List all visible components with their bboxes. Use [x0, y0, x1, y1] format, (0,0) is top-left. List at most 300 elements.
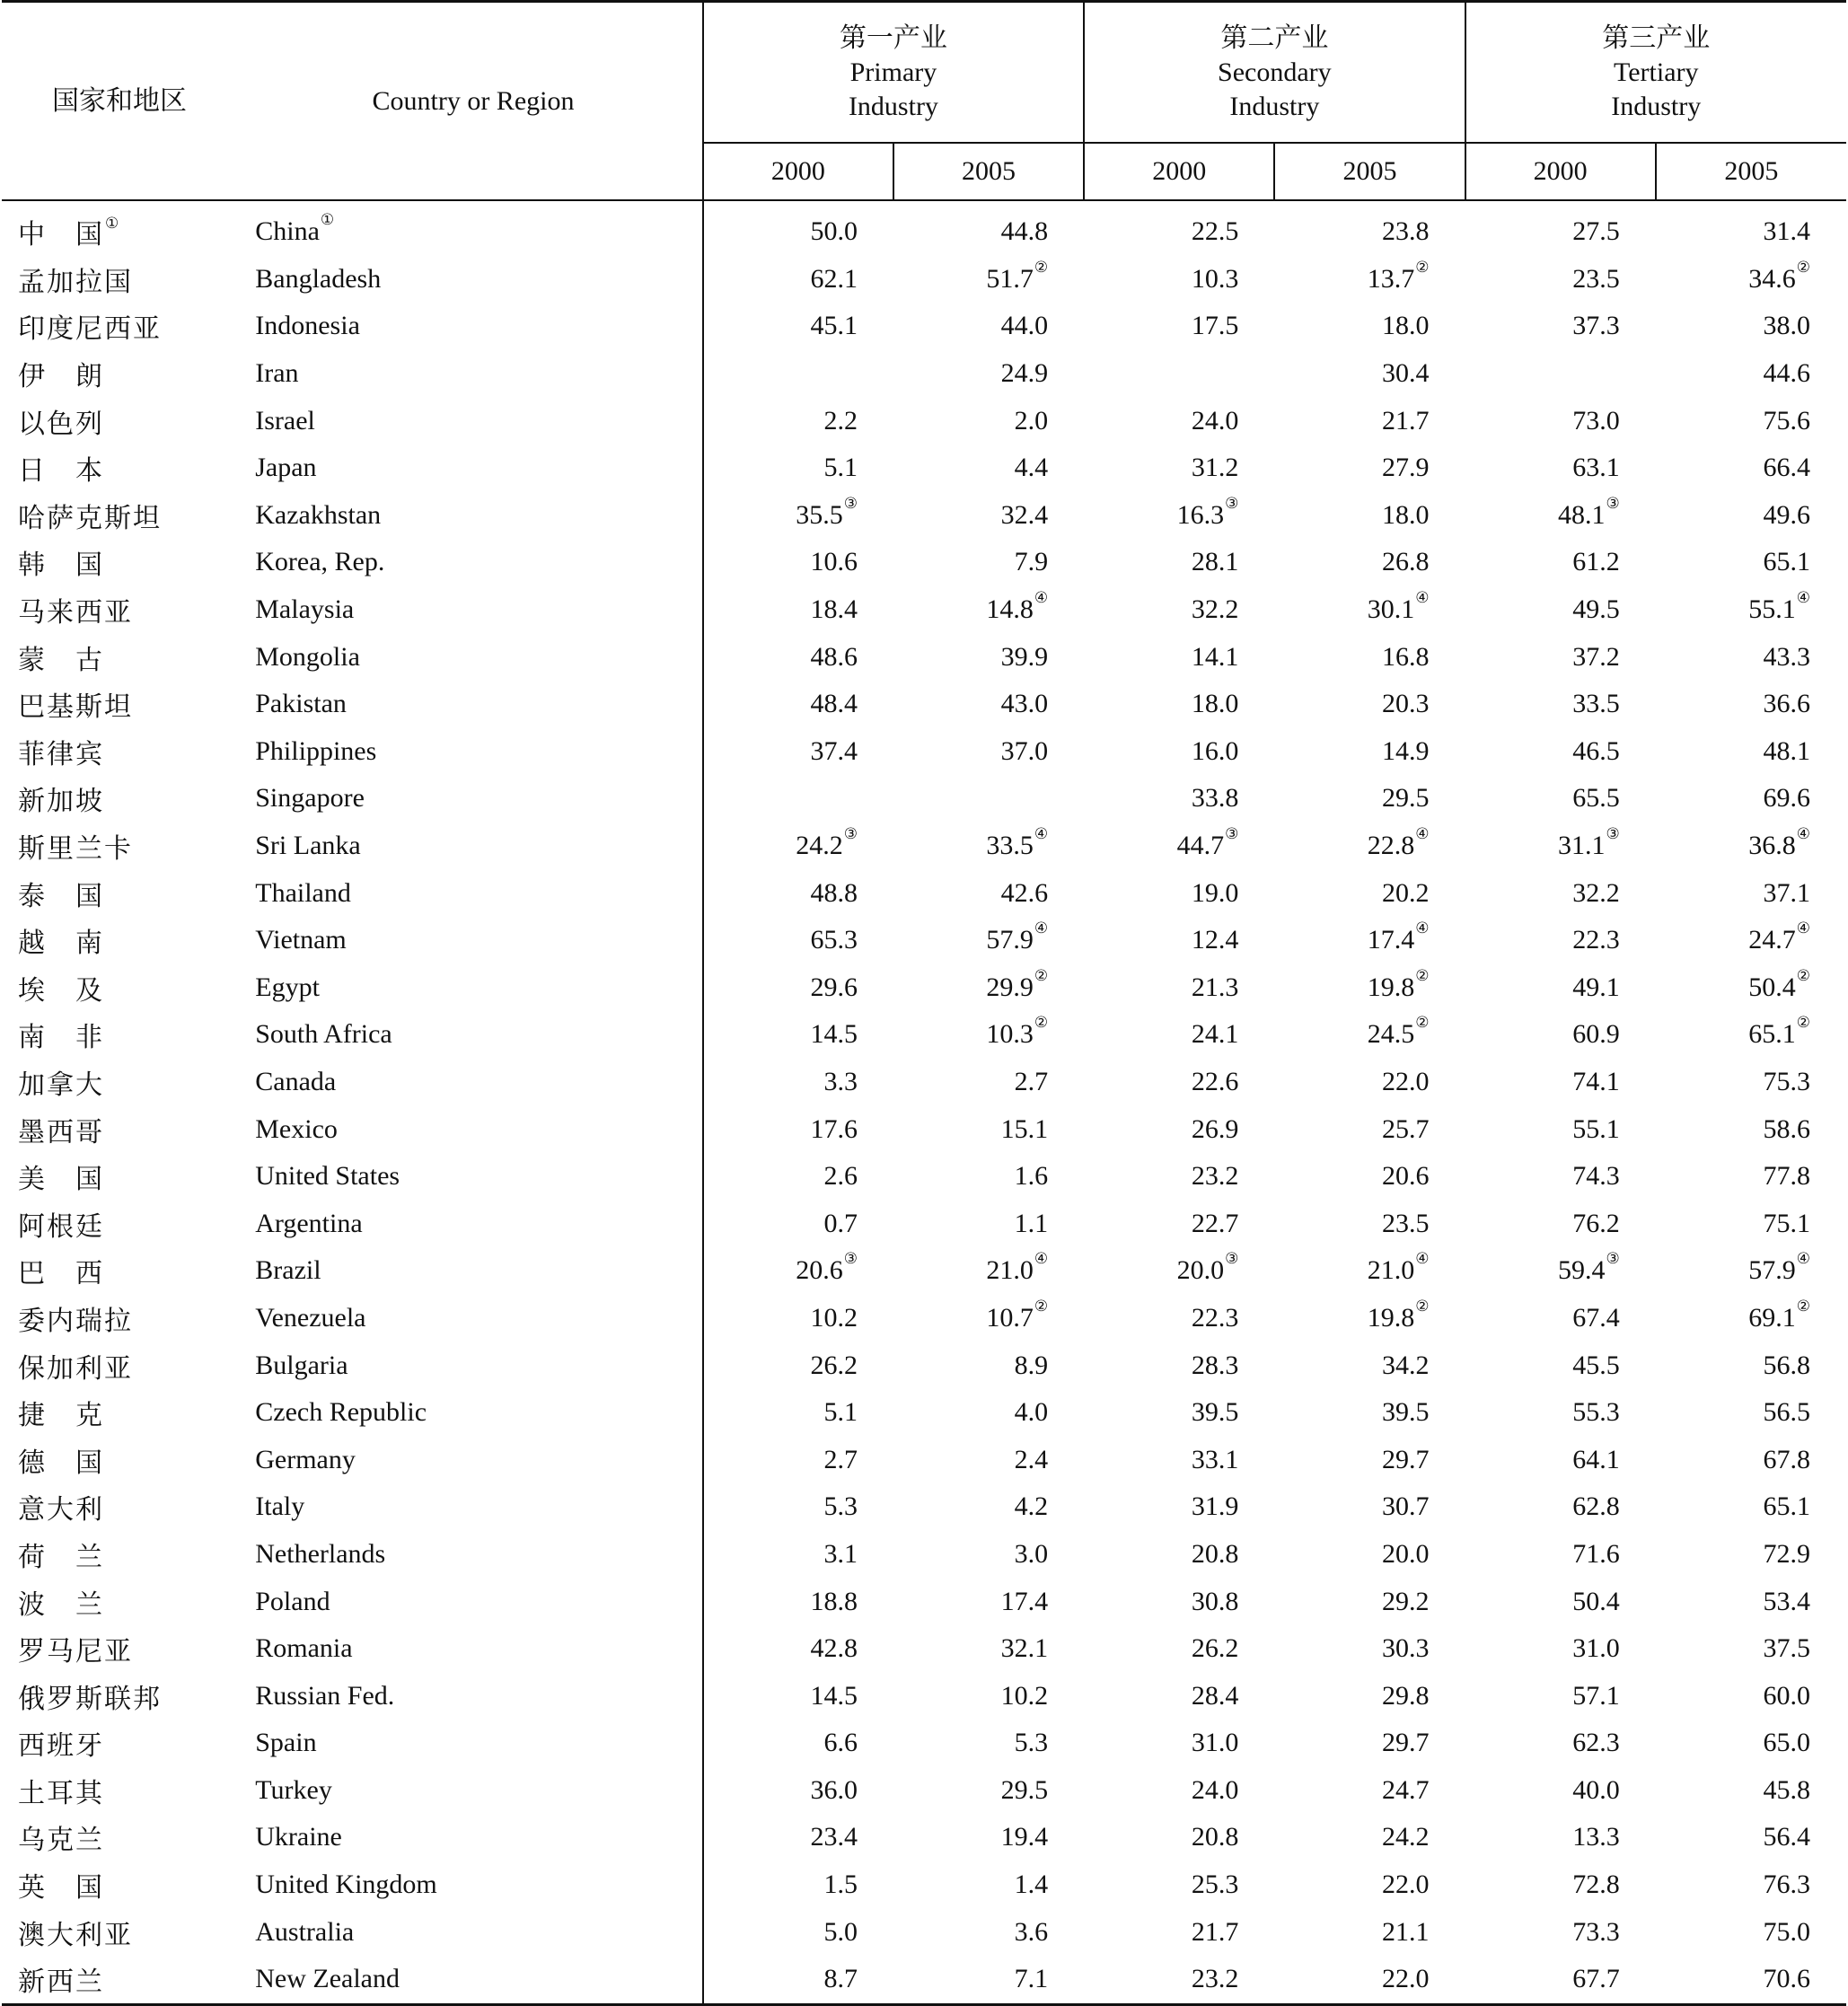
value-cell — [893, 1908, 1084, 1956]
country-name-cn-text: 波 兰 — [18, 1589, 104, 1620]
value-text: 45.1 — [810, 311, 858, 341]
value-text: 77.8 — [1763, 1161, 1810, 1192]
footnote-marker: ③ — [1225, 1250, 1239, 1268]
country-name-cn — [2, 869, 244, 917]
footnote-marker: ③ — [843, 825, 858, 843]
value-text: 3.1 — [823, 1538, 858, 1569]
value-cell — [1084, 1578, 1274, 1625]
value-cell — [893, 728, 1084, 776]
footnote-marker: ④ — [1034, 825, 1049, 843]
value-cell — [1084, 539, 1274, 586]
value-text: 65.1 — [1748, 1019, 1796, 1050]
value-cell — [703, 1153, 893, 1201]
country-name-cn — [2, 633, 244, 681]
value-cell — [1084, 1200, 1274, 1247]
country-name-en-text: New Zealand — [255, 1964, 400, 1994]
value-cell — [1274, 586, 1465, 634]
value-cell — [1084, 1814, 1274, 1861]
country-name-en-text: Mexico — [255, 1113, 338, 1144]
value-text: 39.9 — [1000, 641, 1049, 672]
value-cell — [1274, 917, 1465, 964]
country-name-cn-text: 德 国 — [18, 1447, 104, 1478]
value-cell — [1084, 350, 1274, 398]
value-text: 38.0 — [1763, 311, 1810, 341]
value-cell — [703, 1342, 893, 1389]
value-cell — [703, 775, 893, 823]
value-cell — [893, 397, 1084, 444]
value-text: 36.8 — [1748, 831, 1796, 861]
country-name-en-text: Indonesia — [255, 311, 360, 341]
value-cell — [703, 492, 893, 540]
value-text: 14.1 — [1191, 641, 1239, 672]
value-cell — [893, 1436, 1084, 1483]
country-name-en — [244, 1389, 702, 1437]
country-name-en — [244, 539, 702, 586]
value-cell — [893, 1483, 1084, 1531]
value-cell — [1084, 256, 1274, 304]
value-cell — [1274, 303, 1465, 350]
table-row — [2, 256, 1846, 304]
value-text: 24.7 — [1382, 1774, 1430, 1805]
value-cell — [1274, 1247, 1465, 1295]
value-cell — [1274, 397, 1465, 444]
country-name-en — [244, 200, 702, 256]
table-row — [2, 1767, 1846, 1815]
value-text: 65.1 — [1763, 1491, 1810, 1522]
value-cell — [1084, 200, 1274, 256]
value-cell — [893, 917, 1084, 964]
value-text: 6.6 — [823, 1728, 858, 1758]
value-cell — [1656, 492, 1846, 540]
country-name-cn-text: 澳大利亚 — [18, 1920, 133, 1950]
value-cell — [1274, 1389, 1465, 1437]
value-cell — [1656, 869, 1846, 917]
country-name-cn-text: 保加利亚 — [18, 1353, 133, 1384]
value-cell — [893, 1295, 1084, 1342]
value-cell — [1274, 633, 1465, 681]
country-name-en-text: China — [255, 216, 320, 247]
value-text: 24.0 — [1191, 405, 1239, 436]
value-text: 23.5 — [1382, 1208, 1430, 1238]
country-name-cn-text: 韩 国 — [18, 550, 104, 581]
country-name-cn-text: 中 国 — [18, 220, 104, 251]
value-text: 75.6 — [1763, 405, 1810, 436]
value-cell — [893, 633, 1084, 681]
value-cell — [1656, 1531, 1846, 1579]
table-row — [2, 539, 1846, 586]
value-cell — [1656, 728, 1846, 776]
value-cell — [1084, 1956, 1274, 2004]
value-cell — [703, 633, 893, 681]
value-text: 65.0 — [1763, 1728, 1810, 1758]
value-text: 48.8 — [810, 877, 858, 908]
value-cell — [1465, 1720, 1656, 1767]
country-name-en — [244, 681, 702, 728]
value-cell — [1465, 823, 1656, 870]
value-text: 29.7 — [1382, 1444, 1430, 1474]
table-row — [2, 1861, 1846, 1909]
footnote-marker: ④ — [1034, 1250, 1049, 1268]
country-name-cn — [2, 492, 244, 540]
country-name-en-text: South Africa — [255, 1019, 392, 1050]
value-text: 14.5 — [810, 1680, 858, 1711]
value-text: 23.5 — [1572, 263, 1620, 294]
country-name-cn-text: 西班牙 — [18, 1731, 104, 1762]
value-cell — [1274, 350, 1465, 398]
value-cell — [893, 1625, 1084, 1673]
value-cell — [703, 1578, 893, 1625]
value-text: 67.8 — [1763, 1444, 1810, 1474]
country-name-cn — [2, 964, 244, 1012]
value-cell — [1084, 492, 1274, 540]
country-name-cn-text: 菲律宾 — [18, 739, 104, 770]
value-cell — [1274, 775, 1465, 823]
value-text: 50.4 — [1748, 972, 1796, 1002]
table-row — [2, 1200, 1846, 1247]
value-cell — [1274, 1956, 1465, 2004]
value-text: 65.5 — [1572, 783, 1620, 814]
value-cell — [1465, 728, 1656, 776]
value-cell — [1656, 1908, 1846, 1956]
value-cell — [1656, 1767, 1846, 1815]
value-cell — [1084, 681, 1274, 728]
table-row — [2, 775, 1846, 823]
value-cell — [1274, 1672, 1465, 1720]
country-name-en-text: Pakistan — [255, 689, 347, 719]
value-text: 20.6 — [796, 1255, 843, 1286]
country-name-en-text: Australia — [255, 1916, 355, 1947]
value-text: 34.2 — [1382, 1350, 1430, 1380]
value-cell — [1084, 917, 1274, 964]
country-name-cn — [2, 444, 244, 492]
value-text: 1.1 — [1014, 1208, 1049, 1238]
value-text: 48.6 — [810, 641, 858, 672]
header-tertiary-industry — [1465, 2, 1846, 144]
value-text: 60.9 — [1572, 1019, 1620, 1050]
header-year: 2005 — [1656, 143, 1846, 200]
country-name-cn — [2, 681, 244, 728]
country-name-en — [244, 1767, 702, 1815]
value-cell — [1084, 1389, 1274, 1437]
country-name-en — [244, 917, 702, 964]
value-text: 0.7 — [823, 1208, 858, 1238]
value-cell — [893, 200, 1084, 256]
value-text: 23.2 — [1191, 1964, 1239, 1994]
value-cell — [1274, 1483, 1465, 1531]
value-text: 35.5 — [796, 499, 843, 530]
value-text: 45.5 — [1572, 1350, 1620, 1380]
value-cell — [703, 1295, 893, 1342]
value-cell — [1465, 964, 1656, 1012]
value-cell — [1084, 1720, 1274, 1767]
country-name-en-text: Turkey — [255, 1774, 332, 1805]
country-name-cn-text: 美 国 — [18, 1165, 104, 1195]
value-cell — [1274, 1436, 1465, 1483]
value-cell — [1084, 1908, 1274, 1956]
value-cell — [1465, 1956, 1656, 2004]
value-text: 25.3 — [1191, 1870, 1239, 1900]
value-cell — [703, 1389, 893, 1437]
value-cell — [1465, 1389, 1656, 1437]
value-text: 31.0 — [1191, 1728, 1239, 1758]
value-cell — [1465, 1672, 1656, 1720]
value-text: 32.4 — [1000, 499, 1049, 530]
value-text: 53.4 — [1763, 1586, 1810, 1616]
value-text: 24.7 — [1748, 925, 1796, 955]
value-cell — [1274, 1720, 1465, 1767]
country-name-cn-text: 泰 国 — [18, 881, 104, 911]
value-text: 10.2 — [810, 1302, 858, 1333]
value-text: 30.7 — [1382, 1491, 1430, 1522]
value-text: 43.3 — [1763, 641, 1810, 672]
value-text: 74.1 — [1572, 1066, 1620, 1096]
value-cell — [703, 1059, 893, 1106]
value-text: 4.4 — [1014, 453, 1049, 483]
value-cell — [1656, 200, 1846, 256]
value-cell — [1656, 1578, 1846, 1625]
value-text: 24.5 — [1367, 1019, 1415, 1050]
value-text: 30.8 — [1191, 1586, 1239, 1616]
value-cell — [893, 1861, 1084, 1909]
country-name-cn — [2, 823, 244, 870]
value-cell — [1656, 1011, 1846, 1059]
value-text: 17.4 — [1367, 925, 1415, 955]
country-name-en — [244, 1436, 702, 1483]
value-text: 5.3 — [823, 1491, 858, 1522]
value-text: 33.5 — [1572, 689, 1620, 719]
table-body — [2, 200, 1846, 2004]
value-text: 29.6 — [810, 972, 858, 1002]
value-cell — [703, 917, 893, 964]
header-year: 2000 — [703, 143, 893, 200]
value-text: 32.2 — [1572, 877, 1620, 908]
header-tertiary-cn: 第三产业 — [1602, 22, 1711, 53]
country-name-en-text: Netherlands — [255, 1538, 386, 1569]
value-cell — [893, 775, 1084, 823]
value-cell — [1084, 444, 1274, 492]
value-cell — [703, 728, 893, 776]
value-cell — [1465, 1200, 1656, 1247]
value-text: 57.9 — [986, 925, 1034, 955]
value-cell — [1274, 728, 1465, 776]
country-name-en-text: Poland — [255, 1586, 330, 1616]
table-row — [2, 1436, 1846, 1483]
value-cell — [1465, 917, 1656, 964]
value-cell — [1656, 1105, 1846, 1153]
value-text: 72.9 — [1763, 1538, 1810, 1569]
value-cell — [1465, 681, 1656, 728]
value-cell — [893, 1247, 1084, 1295]
value-text: 33.5 — [986, 831, 1034, 861]
value-cell — [893, 1059, 1084, 1106]
footnote-marker: ① — [105, 215, 121, 233]
value-text: 21.3 — [1191, 972, 1239, 1002]
table-row — [2, 397, 1846, 444]
value-cell — [1656, 964, 1846, 1012]
country-name-cn — [2, 1956, 244, 2004]
value-text: 29.9 — [986, 972, 1034, 1002]
value-text: 37.3 — [1572, 311, 1620, 341]
country-name-en-text: Korea, Rep. — [255, 547, 385, 577]
value-text: 29.5 — [1000, 1774, 1049, 1805]
value-text: 76.2 — [1572, 1208, 1620, 1238]
footnote-marker: ② — [1415, 966, 1430, 984]
value-cell — [1274, 1531, 1465, 1579]
value-text: 60.0 — [1763, 1680, 1810, 1711]
table-row — [2, 1295, 1846, 1342]
value-cell — [1084, 1011, 1274, 1059]
value-text: 17.4 — [1000, 1586, 1049, 1616]
value-text: 4.0 — [1014, 1397, 1049, 1428]
country-name-cn-text: 荷 兰 — [18, 1542, 104, 1572]
value-cell — [1656, 256, 1846, 304]
value-cell — [1084, 869, 1274, 917]
value-cell — [1465, 1531, 1656, 1579]
value-text: 18.4 — [810, 594, 858, 625]
country-name-en — [244, 1295, 702, 1342]
value-text: 26.8 — [1382, 547, 1430, 577]
country-name-cn — [2, 539, 244, 586]
footnote-marker: ④ — [1034, 589, 1049, 607]
value-text: 19.0 — [1191, 877, 1239, 908]
value-cell — [1465, 1295, 1656, 1342]
value-text: 14.8 — [986, 594, 1034, 625]
country-name-cn-text: 巴基斯坦 — [18, 692, 133, 723]
footnote-marker: ② — [1796, 966, 1810, 984]
value-cell — [1465, 397, 1656, 444]
table-row — [2, 633, 1846, 681]
value-text: 31.1 — [1558, 831, 1606, 861]
country-name-en — [244, 633, 702, 681]
value-text: 20.3 — [1382, 689, 1430, 719]
header-year: 2005 — [1274, 143, 1465, 200]
table-row — [2, 1531, 1846, 1579]
value-text: 62.1 — [810, 263, 858, 294]
value-cell — [1656, 1389, 1846, 1437]
country-name-cn — [2, 1908, 244, 1956]
value-text: 20.8 — [1191, 1822, 1239, 1852]
value-text: 7.9 — [1014, 547, 1049, 577]
country-name-cn — [2, 1578, 244, 1625]
value-cell — [893, 350, 1084, 398]
value-text: 28.1 — [1191, 547, 1239, 577]
value-text: 70.6 — [1763, 1964, 1810, 1994]
value-text: 67.7 — [1572, 1964, 1620, 1994]
value-cell — [1084, 1483, 1274, 1531]
value-text: 10.6 — [810, 547, 858, 577]
value-text: 45.8 — [1763, 1774, 1810, 1805]
industry-share-table — [2, 0, 1846, 2006]
value-text: 44.0 — [1000, 311, 1049, 341]
value-text: 73.3 — [1572, 1916, 1620, 1947]
country-name-en-text: Mongolia — [255, 641, 360, 672]
country-name-cn — [2, 1672, 244, 1720]
country-name-cn-text: 孟加拉国 — [18, 267, 133, 297]
country-name-cn — [2, 1531, 244, 1579]
value-cell — [703, 1436, 893, 1483]
country-name-en — [244, 1578, 702, 1625]
value-cell — [1084, 1625, 1274, 1673]
value-text: 42.8 — [810, 1633, 858, 1664]
value-text: 17.6 — [810, 1113, 858, 1144]
table-row — [2, 869, 1846, 917]
value-text: 5.0 — [823, 1916, 858, 1947]
value-text: 22.0 — [1382, 1964, 1430, 1994]
value-text: 20.2 — [1382, 877, 1430, 908]
value-cell — [703, 823, 893, 870]
country-name-en-text: Kazakhstan — [255, 499, 382, 530]
value-cell — [1656, 1436, 1846, 1483]
value-cell — [1465, 256, 1656, 304]
header-primary-en2: Industry — [848, 91, 938, 121]
country-name-en — [244, 869, 702, 917]
country-name-en — [244, 1011, 702, 1059]
value-text: 18.0 — [1382, 499, 1430, 530]
value-text: 37.2 — [1572, 641, 1620, 672]
value-cell — [1465, 1059, 1656, 1106]
value-text: 30.4 — [1382, 358, 1430, 389]
country-name-en-text: Singapore — [255, 783, 365, 814]
value-text: 37.4 — [810, 735, 858, 766]
value-cell — [1656, 1956, 1846, 2004]
country-name-cn-text: 委内瑞拉 — [18, 1306, 133, 1336]
value-text: 22.5 — [1191, 216, 1239, 247]
country-name-en-text: Japan — [255, 453, 317, 483]
country-name-en — [244, 1672, 702, 1720]
value-cell — [1465, 1767, 1656, 1815]
value-text: 36.0 — [810, 1774, 858, 1805]
value-text: 5.1 — [823, 1397, 858, 1428]
country-name-cn-text: 以色列 — [18, 409, 104, 439]
value-text: 16.8 — [1382, 641, 1430, 672]
footnote-marker: ④ — [1034, 919, 1049, 937]
table-row — [2, 1672, 1846, 1720]
country-name-en — [244, 1200, 702, 1247]
country-name-cn-text: 俄罗斯联邦 — [18, 1684, 162, 1714]
value-text: 24.0 — [1191, 1774, 1239, 1805]
value-text: 2.6 — [823, 1161, 858, 1192]
value-cell — [1465, 492, 1656, 540]
value-text: 10.3 — [1191, 263, 1239, 294]
value-text: 30.1 — [1367, 594, 1415, 625]
value-cell — [703, 1531, 893, 1579]
value-text: 37.5 — [1763, 1633, 1810, 1664]
value-text: 61.2 — [1572, 547, 1620, 577]
country-name-cn — [2, 1059, 244, 1106]
value-text: 57.9 — [1748, 1255, 1796, 1286]
country-name-cn — [2, 917, 244, 964]
header-secondary-en2: Industry — [1229, 91, 1320, 121]
value-cell — [1465, 444, 1656, 492]
value-cell — [703, 1672, 893, 1720]
country-name-en — [244, 586, 702, 634]
country-name-en — [244, 1247, 702, 1295]
value-text: 1.4 — [1014, 1870, 1049, 1900]
country-name-en — [244, 1105, 702, 1153]
value-text: 32.1 — [1000, 1633, 1049, 1664]
value-cell — [1656, 1720, 1846, 1767]
value-cell — [1084, 1436, 1274, 1483]
value-text: 22.7 — [1191, 1208, 1239, 1238]
footnote-marker: ③ — [1225, 825, 1239, 843]
country-name-cn — [2, 1295, 244, 1342]
value-cell — [1465, 1436, 1656, 1483]
value-cell — [703, 1908, 893, 1956]
table-row — [2, 1342, 1846, 1389]
value-cell — [1465, 1861, 1656, 1909]
value-cell — [703, 1247, 893, 1295]
value-cell — [1274, 1011, 1465, 1059]
